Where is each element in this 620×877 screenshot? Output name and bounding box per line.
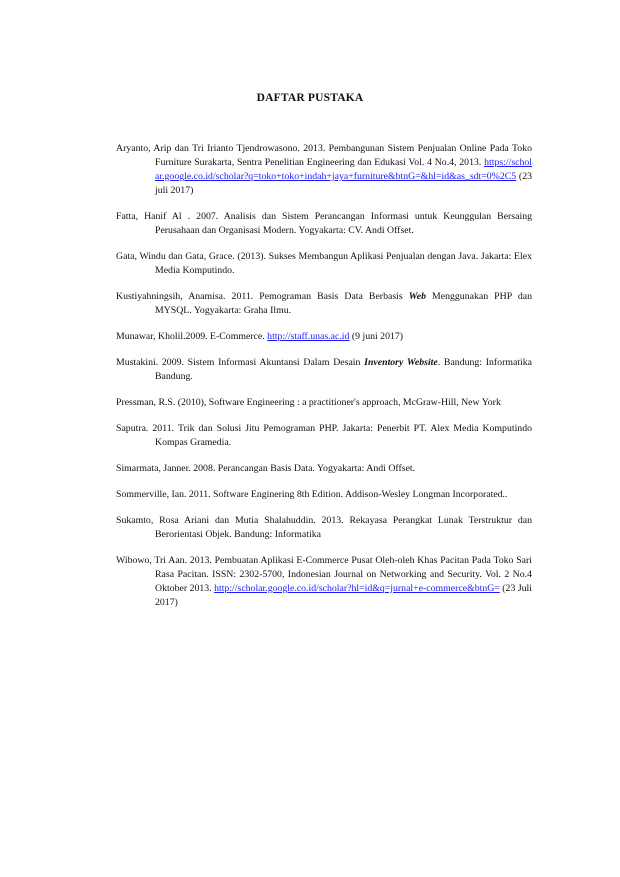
- reference-item: Simarmata, Janner. 2008. Perancangan Basis Data. Yogyakarta: Andi Offset.: [116, 463, 416, 474]
- reference-item: Saputra. 2011. Trik dan Solusi Jitu Pemograman PHP. Jakarta: Penerbit PT. Alex Media Komputindo Kompas Gramedia.: [116, 423, 532, 448]
- reference-item: Sukamto, Rosa Ariani dan Mutia Shalahuddin. 2013. Rekayasa Perangkat Lunak Terstruktur dan Berorientasi Objek. Bandung: Informatika: [116, 515, 532, 540]
- reference-item: Sommerville, Ian. 2011. Software Enginering 8th Edition. Addison-Wesley Longman Incorporated..: [116, 489, 508, 500]
- reference-item: Pressman, R.S. (2010), Software Engineering : a practitioner's approach, McGraw-Hill, New York: [116, 397, 501, 408]
- page-title: DAFTAR PUSTAKA: [256, 92, 364, 104]
- reference-item: Fatta, Hanif Al . 2007. Analisis dan Sistem Perancangan Informasi untuk Keunggulan Bersaing Perusahaan dan Organisasi Modern. Yogyakarta: CV. Andi Offset.: [116, 211, 532, 236]
- reference-item: Gata, Windu dan Gata, Grace. (2013). Sukses Membangun Aplikasi Penjualan dengan Java. Jakarta: Elex Media Komputindo.: [116, 251, 532, 276]
- reference-link[interactable]: http://staff.unas.ac.id: [267, 331, 350, 342]
- reference-list: [116, 142, 532, 610]
- reference-item: Mustakini. 2009. Sistem Informasi Akuntansi Dalam Desain Inventory Website. Bandung: Informatika Bandung.: [116, 357, 532, 382]
- reference-item: Aryanto, Arip dan Tri Irianto Tjendrowasono. 2013. Pembangunan Sistem Penjualan Online Pada Toko Furniture Surakarta, Sentra Penelitian Engineering dan Edukasi Vol. 4 No.4, 2013. https://scholar.google.co.id/scholar?q=toko+toko+indah+jaya+furniture&btnG=&hl=id&as_sdt=0%2C5 (23 juli 2017): [116, 143, 533, 196]
- reference-link[interactable]: http://scholar.google.co.id/scholar?hl=id&q=jurnal+e-commerce&btnG=: [214, 583, 500, 594]
- reference-emphasis: Inventory Website: [364, 357, 438, 368]
- reference-item: Kustiyahningsih, Anamisa. 2011. Pemograman Basis Data Berbasis Web Menggunakan PHP dan MYSQL. Yogyakarta: Graha Ilmu.: [116, 291, 532, 316]
- reference-emphasis: Web: [408, 291, 426, 302]
- reference-item: Munawar, Kholil.2009. E-Commerce. http://staff.unas.ac.id (9 juni 2017): [116, 331, 404, 342]
- reference-link[interactable]: https://scholar.google.co.id/scholar?q=toko+toko+indah+jaya+furniture&btnG=&hl=id&as_sdt=0%2C5: [155, 157, 533, 182]
- reference-item: Wibowo, Tri Aan. 2013. Pembuatan Aplikasi E-Commerce Pusat Oleh-oleh Khas Pacitan Pada Toko Sari Rasa Pacitan. ISSN: 2302-5700, Indonesian Journal on Networking and Security. Vol. 2 No.4 Oktober 2013. http://scholar.google.co.id/scholar?hl=id&q=jurnal+e-commerce&btnG= (23 Juli 2017): [116, 555, 532, 608]
